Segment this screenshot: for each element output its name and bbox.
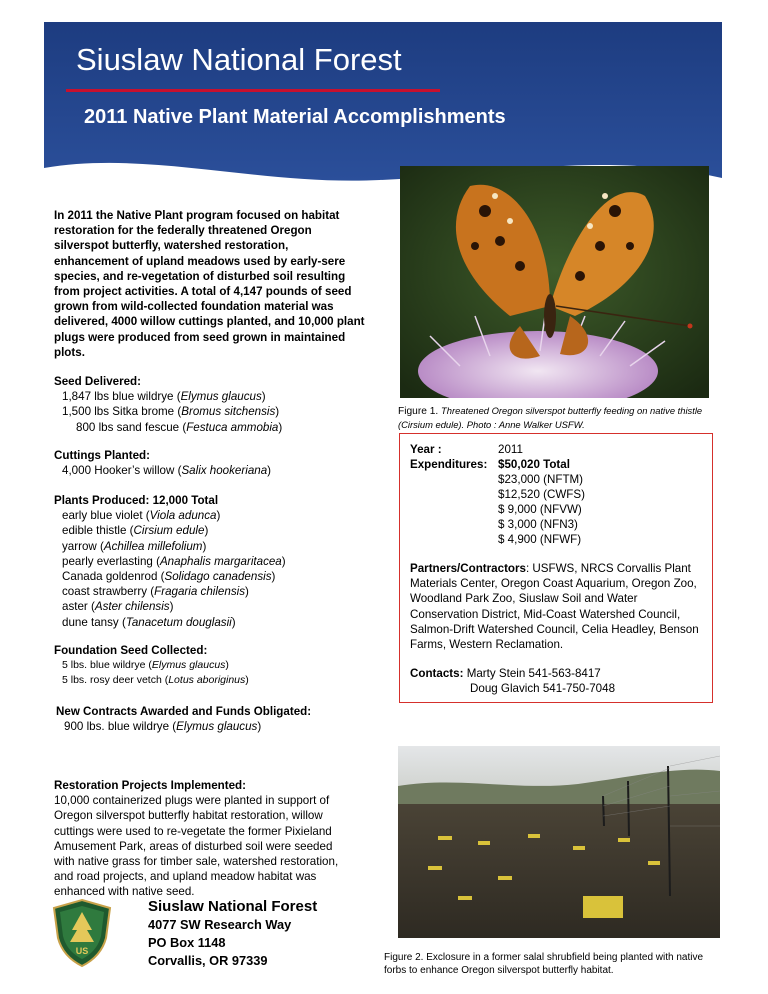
expenditure-line: $ 9,000 (NFVW)	[498, 503, 582, 516]
seed-delivered-section	[54, 374, 384, 435]
expenditures-label: Expenditures:	[410, 458, 488, 471]
list-item: yarrow (Achillea millefolium)	[62, 539, 207, 553]
title-underline	[66, 89, 440, 92]
plants-produced-section	[54, 493, 384, 630]
address-line: 4077 SW Research Way	[148, 917, 292, 932]
list-item: early blue violet (Viola adunca)	[62, 509, 221, 523]
address-line: PO Box 1148	[148, 935, 226, 950]
list-item: 1,847 lbs blue wildrye (Elymus glaucus)	[62, 390, 266, 404]
list-item: 1,500 lbs Sitka brome (Bromus sitchensis)	[62, 405, 280, 419]
address-line: Corvallis, OR 97339	[148, 953, 268, 968]
section-heading: Cuttings Planted:	[54, 449, 150, 462]
contracts-section	[56, 704, 386, 734]
foundation-seed-section	[54, 643, 384, 689]
list-item: coast strawberry (Fragaria chilensis)	[62, 585, 249, 599]
section-heading: Seed Delivered:	[54, 375, 141, 388]
list-item: edible thistle (Cirsium edule)	[62, 524, 209, 538]
figure-2-caption: Figure 2. Exclosure in a former salal shrubfield being planted with native forbs to enhance Oregon silverspot butterfly habitat.	[384, 952, 704, 976]
list-item: 900 lbs. blue wildrye (Elymus glaucus)	[64, 720, 262, 734]
list-item: 5 lbs. blue wildrye (Elymus glaucus)	[62, 659, 229, 672]
forest-service-shield-logo	[50, 898, 114, 968]
section-heading: New Contracts Awarded and Funds Obligated:	[56, 705, 312, 718]
expenditures-total: $50,020 Total	[498, 458, 570, 471]
address-block	[148, 898, 317, 970]
section-heading: Plants Produced: 12,000 Total	[54, 494, 219, 507]
expenditure-line: $ 3,000 (NFN3)	[498, 518, 578, 531]
page-subtitle: 2011 Native Plant Material Accomplishments	[84, 106, 506, 128]
svg-text:US: US	[75, 946, 89, 956]
expenditure-line: $ 4,900 (NFWF)	[498, 533, 582, 546]
figure-1-caption: Figure 1. Threatened Oregon silverspot butterfly feeding on native thistle (Cirsium edule). Photo : Anne Walker USFW.	[398, 405, 703, 430]
list-item: pearly everlasting (Anaphalis margaritacea)	[62, 554, 286, 568]
restoration-text: 10,000 containerized plugs were planted in support of Oregon silverspot butterfly habitat restoration, willow cuttings were used to re-vegetate the former Pixieland Amusement Park, areas of disturbed soil were seeded with native grass for timber sale, watershed restoration, and road projects, and upland meadow habitat was enhanced with native seed.	[54, 794, 339, 899]
section-heading: Foundation Seed Collected:	[54, 644, 208, 657]
list-item: Canada goldenrod (Solidago canadensis)	[62, 570, 276, 584]
expenditure-line: $12,520 (CWFS)	[498, 488, 585, 501]
list-item: dune tansy (Tanacetum douglasii)	[62, 615, 236, 629]
butterfly-photo	[400, 166, 709, 398]
section-heading: Restoration Projects Implemented:	[54, 779, 246, 792]
cuttings-section	[54, 448, 384, 478]
list-item: 5 lbs. rosy deer vetch (Lotus aboriginus)	[62, 674, 249, 687]
year-label: Year :	[410, 443, 442, 456]
exclosure-photo	[398, 746, 720, 938]
restoration-section	[54, 778, 354, 900]
list-item: 800 lbs sand fescue (Festuca ammobia)	[76, 420, 283, 434]
expenditure-line: $23,000 (NFTM)	[498, 473, 584, 486]
summary-box	[399, 433, 713, 703]
contacts: Contacts: Marty Stein 541-563-8417 Doug Glavich 541-750-7048	[410, 667, 616, 696]
list-item: 4,000 Hooker’s willow (Salix hookeriana)	[62, 464, 272, 478]
org-name: Siuslaw National Forest	[148, 898, 318, 915]
year-value: 2011	[498, 443, 523, 456]
intro-paragraph: In 2011 the Native Plant program focused on habitat restoration for the federally threatened Oregon silverspot butterfly, watershed restoration, enhancement of upland meadows used by early-sere species, and re-vegetation of disturbed soil resulting from project activities. A total of 4,147 pounds of seed grown from wild-collected foundation material was delivered, 4000 willow cuttings planted, and 10,000 plant plugs were produced from seed grown in maintained plots.	[54, 209, 365, 359]
partners-text: Partners/Contractors: USFWS, NRCS Corvallis Plant Materials Center, Oregon Coast Aquarium, Oregon Zoo, Woodland Park Zoo, Siuslaw Soil and Water Conservation District, Mid-Coast Watershed Council, Salmon-Drift Watershed Council, Celia Headley, Benson Farms, Western Reclamation.	[410, 562, 699, 652]
list-item: aster (Aster chilensis)	[62, 600, 174, 614]
page-title: Siuslaw National Forest	[76, 42, 402, 77]
